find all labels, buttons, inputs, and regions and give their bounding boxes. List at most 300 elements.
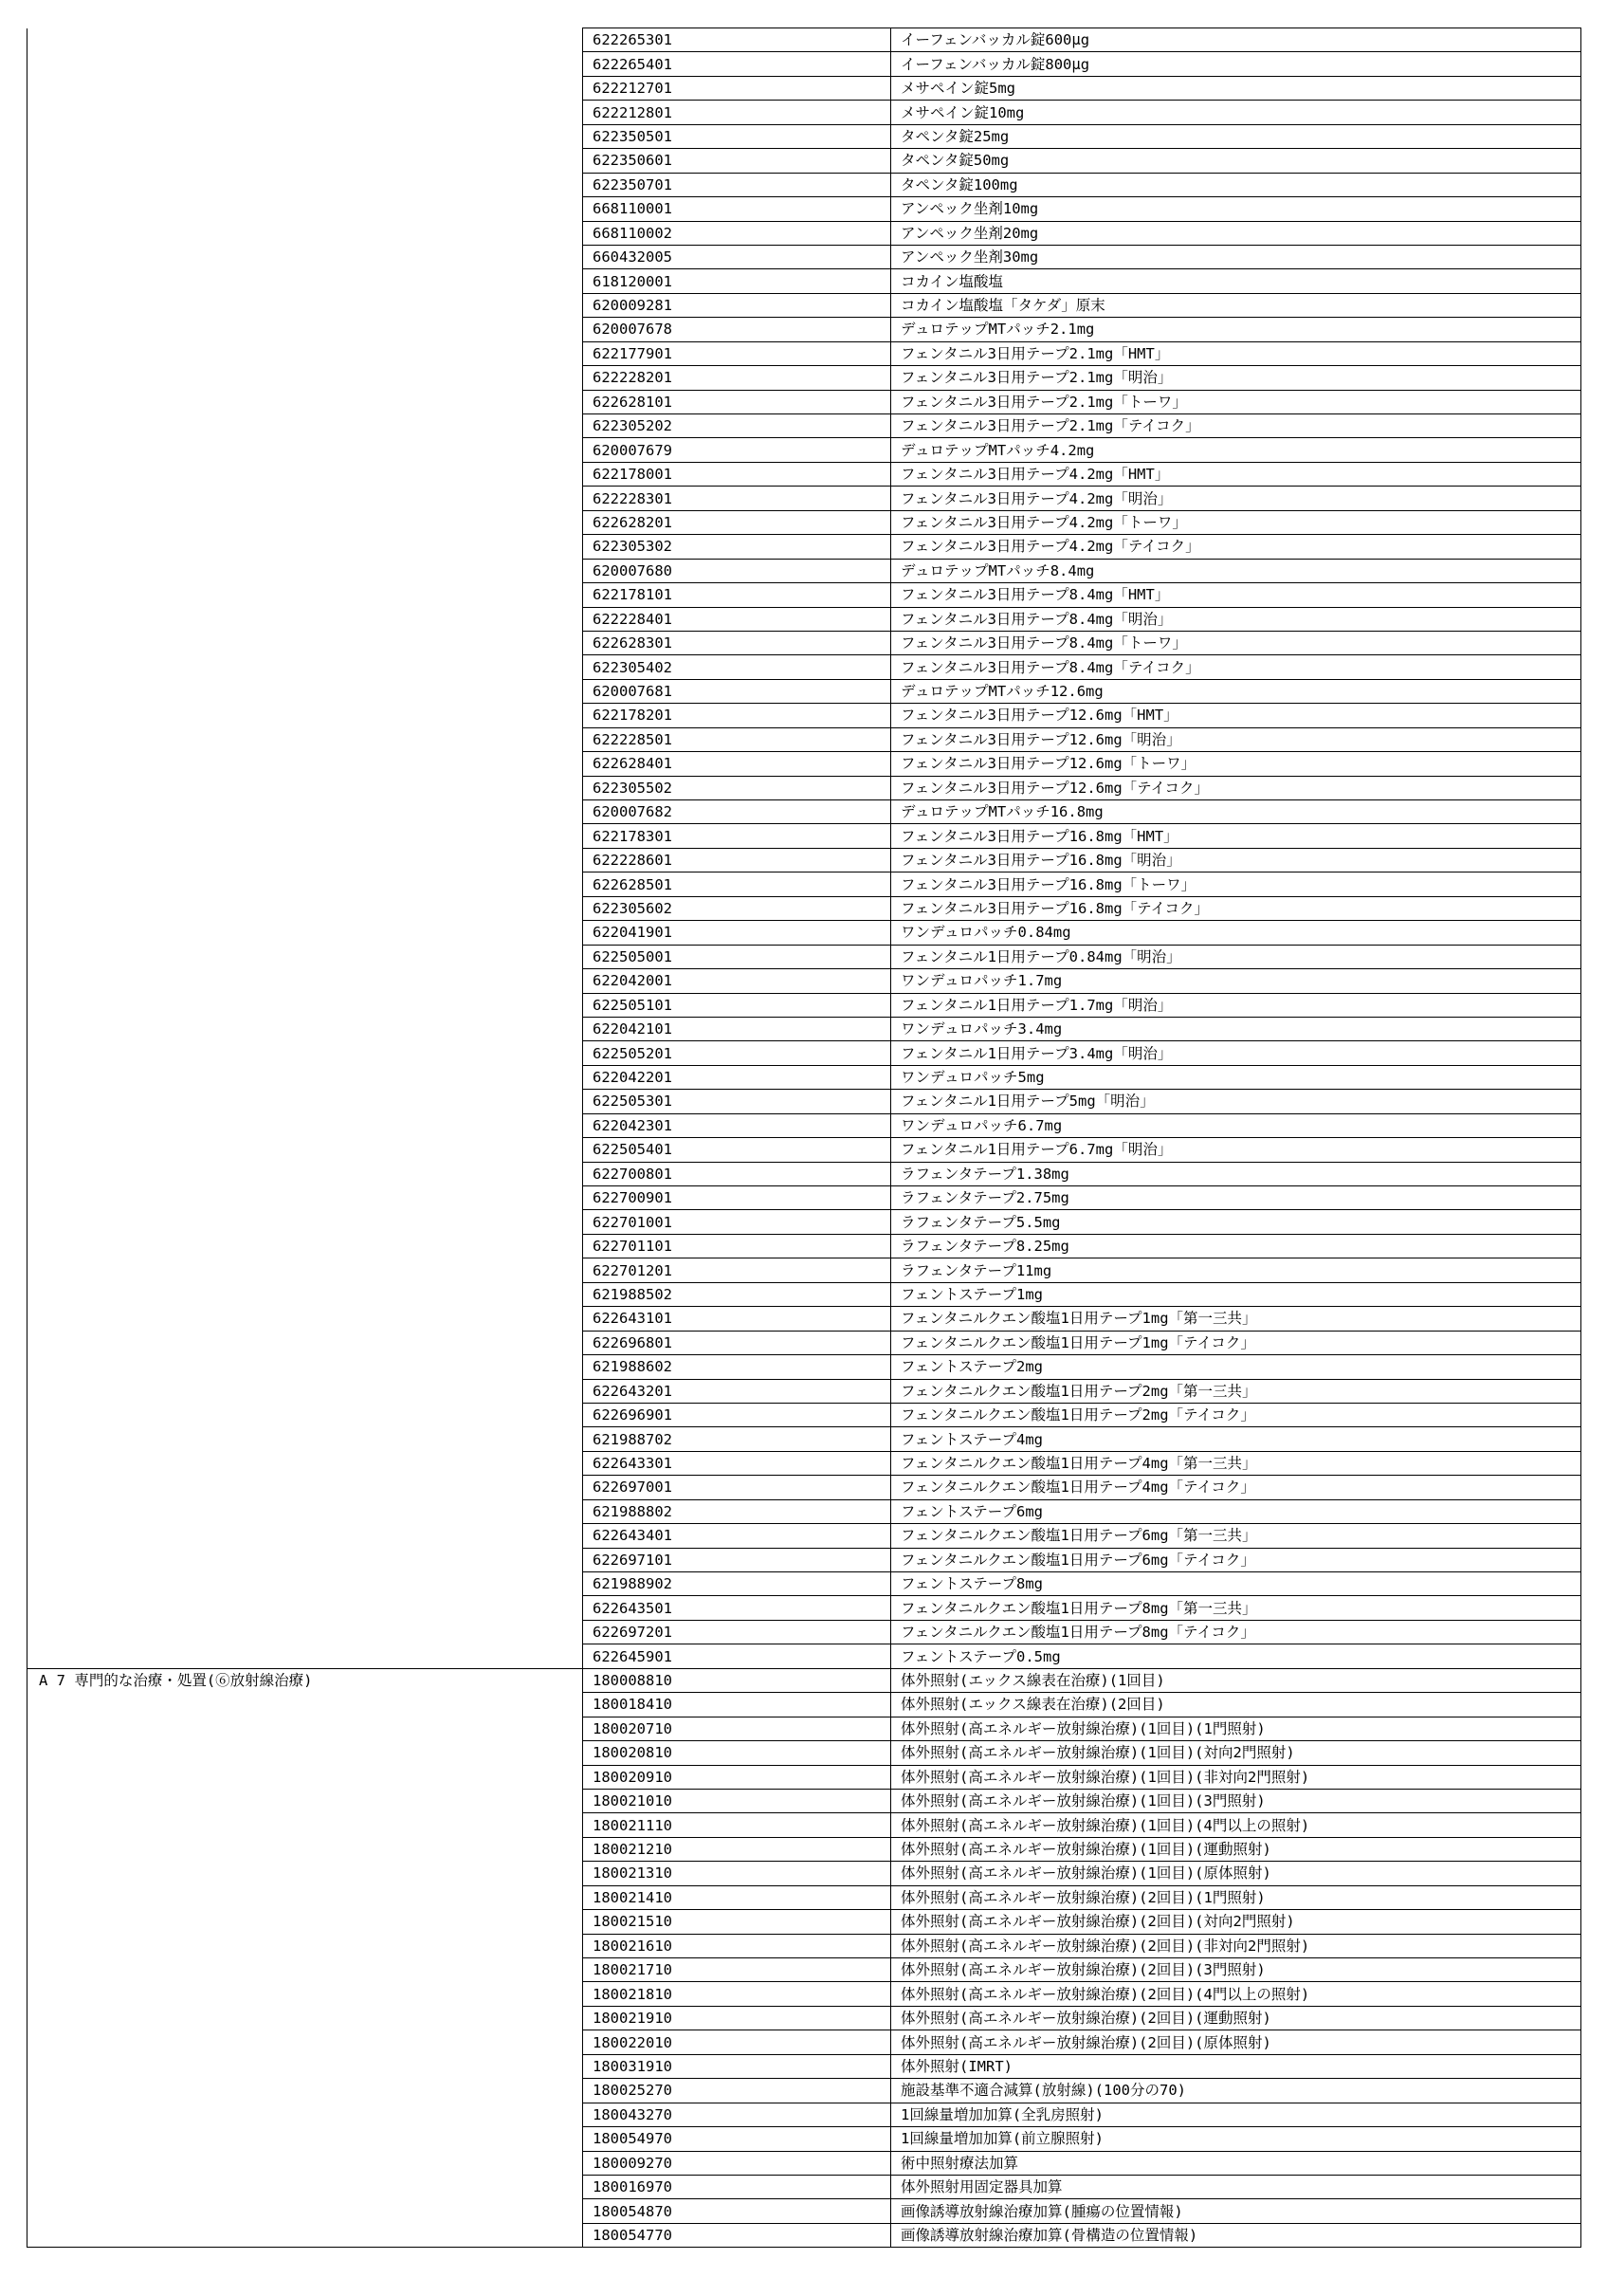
- code-cell: 621988902: [583, 1572, 891, 1596]
- name-cell: フェンタニル3日用テープ12.6mg「HMT」: [891, 704, 1581, 727]
- table-row: [27, 752, 1581, 776]
- category-cell: [27, 245, 583, 268]
- table-row: [27, 318, 1581, 341]
- code-cell: 180025270: [583, 2079, 891, 2103]
- table-row: [27, 1138, 1581, 1162]
- code-cell: 180021010: [583, 1789, 891, 1812]
- category-cell: [27, 1138, 583, 1162]
- table-row: [27, 2030, 1581, 2054]
- code-cell: 180021710: [583, 1958, 891, 1982]
- table-row: [27, 1982, 1581, 2006]
- code-cell: 622350601: [583, 149, 891, 173]
- table-row: [27, 1282, 1581, 1306]
- name-cell: フェンタニル3日用テープ8.4mg「明治」: [891, 607, 1581, 631]
- name-cell: 体外照射(高エネルギー放射線治療)(2回目)(原体照射): [891, 2030, 1581, 2054]
- category-cell: [27, 896, 583, 920]
- code-cell: 622305502: [583, 776, 891, 799]
- table-row: [27, 76, 1581, 100]
- name-cell: 体外照射用固定器具加算: [891, 2175, 1581, 2198]
- table-row: [27, 2199, 1581, 2223]
- table-row: [27, 848, 1581, 872]
- table-row: [27, 245, 1581, 268]
- code-cell: 180018410: [583, 1693, 891, 1717]
- category-cell: [27, 535, 583, 559]
- category-cell: [27, 1813, 583, 1837]
- table-row: [27, 1017, 1581, 1040]
- code-cell: 622041901: [583, 921, 891, 945]
- code-cell: 622265401: [583, 52, 891, 76]
- table-row: [27, 341, 1581, 365]
- code-cell: 622178001: [583, 462, 891, 486]
- name-cell: フェンタニル3日用テープ4.2mg「明治」: [891, 487, 1581, 510]
- name-cell: デュロテップMTパッチ16.8mg: [891, 800, 1581, 824]
- code-cell: 622628401: [583, 752, 891, 776]
- name-cell: フェンタニル3日用テープ4.2mg「テイコク」: [891, 535, 1581, 559]
- name-cell: フェンタニル3日用テープ12.6mg「明治」: [891, 727, 1581, 751]
- name-cell: フェンタニルクエン酸塩1日用テープ2mg「第一三共」: [891, 1379, 1581, 1403]
- name-cell: フェンタニル3日用テープ8.4mg「トーワ」: [891, 631, 1581, 654]
- name-cell: フェンタニル3日用テープ2.1mg「テイコク」: [891, 414, 1581, 438]
- code-cell: 622228601: [583, 848, 891, 872]
- category-cell: [27, 390, 583, 413]
- name-cell: フェンタニル3日用テープ16.8mg「HMT」: [891, 824, 1581, 848]
- category-cell: [27, 921, 583, 945]
- code-cell: 622212801: [583, 101, 891, 124]
- code-cell: 621988602: [583, 1355, 891, 1379]
- table-row: [27, 993, 1581, 1017]
- table-row: [27, 1910, 1581, 1934]
- category-cell: [27, 438, 583, 462]
- table-row: [27, 2175, 1581, 2198]
- category-cell: [27, 2030, 583, 2054]
- code-cell: 180008810: [583, 1668, 891, 1692]
- name-cell: タペンタ錠100mg: [891, 173, 1581, 196]
- name-cell: 体外照射(高エネルギー放射線治療)(1回目)(運動照射): [891, 1837, 1581, 1861]
- category-cell: [27, 76, 583, 100]
- category-cell: [27, 1234, 583, 1258]
- table-row: [27, 727, 1581, 751]
- code-cell: 622697101: [583, 1548, 891, 1571]
- category-cell: [27, 727, 583, 751]
- name-cell: フェンタニル1日用テープ1.7mg「明治」: [891, 993, 1581, 1017]
- category-cell: [27, 269, 583, 293]
- category-cell: [27, 1041, 583, 1065]
- category-cell: [27, 414, 583, 438]
- name-cell: フェントステープ4mg: [891, 1427, 1581, 1451]
- category-cell: [27, 631, 583, 654]
- category-cell: [27, 2175, 583, 2198]
- category-cell: A 7 専門的な治療・処置(⑥放射線治療): [27, 1668, 583, 1692]
- name-cell: フェンタニルクエン酸塩1日用テープ2mg「テイコク」: [891, 1403, 1581, 1426]
- table-row: [27, 487, 1581, 510]
- category-cell: [27, 149, 583, 173]
- code-cell: 180022010: [583, 2030, 891, 2054]
- name-cell: タペンタ錠50mg: [891, 149, 1581, 173]
- name-cell: メサペイン錠5mg: [891, 76, 1581, 100]
- table-row: [27, 414, 1581, 438]
- table-row: [27, 1041, 1581, 1065]
- table-row: [27, 679, 1581, 703]
- code-cell: 622643401: [583, 1524, 891, 1548]
- category-cell: [27, 1693, 583, 1717]
- name-cell: 体外照射(高エネルギー放射線治療)(1回目)(非対向2門照射): [891, 1765, 1581, 1789]
- category-cell: [27, 28, 583, 52]
- table-row: [27, 1331, 1581, 1354]
- code-cell: 668110002: [583, 221, 891, 245]
- category-cell: [27, 293, 583, 317]
- category-cell: [27, 1162, 583, 1185]
- name-cell: 体外照射(高エネルギー放射線治療)(1回目)(原体照射): [891, 1862, 1581, 1885]
- category-cell: [27, 1065, 583, 1089]
- name-cell: 体外照射(高エネルギー放射線治療)(1回目)(対向2門照射): [891, 1741, 1581, 1765]
- table-row: [27, 704, 1581, 727]
- code-cell: 622228501: [583, 727, 891, 751]
- table-row: [27, 1644, 1581, 1668]
- category-cell: [27, 607, 583, 631]
- category-cell: [27, 583, 583, 607]
- table-row: [27, 1789, 1581, 1812]
- category-cell: [27, 1476, 583, 1499]
- category-cell: [27, 2054, 583, 2078]
- category-cell: [27, 1307, 583, 1331]
- name-cell: 体外照射(高エネルギー放射線治療)(2回目)(1門照射): [891, 1885, 1581, 1909]
- name-cell: ラフェンタテープ5.5mg: [891, 1210, 1581, 1234]
- name-cell: 施設基準不適合減算(放射線)(100分の70): [891, 2079, 1581, 2103]
- table-row: [27, 2223, 1581, 2247]
- name-cell: フェンタニル3日用テープ8.4mg「HMT」: [891, 583, 1581, 607]
- category-cell: [27, 872, 583, 896]
- table-row: [27, 462, 1581, 486]
- code-cell: 622042301: [583, 1113, 891, 1137]
- code-cell: 180020710: [583, 1717, 891, 1740]
- code-cell: 180054870: [583, 2199, 891, 2223]
- code-cell: 622350501: [583, 124, 891, 148]
- code-cell: 180021910: [583, 2006, 891, 2030]
- category-cell: [27, 1282, 583, 1306]
- name-cell: ワンデュロパッチ6.7mg: [891, 1113, 1581, 1137]
- category-cell: [27, 366, 583, 390]
- name-cell: フェンタニル3日用テープ8.4mg「テイコク」: [891, 655, 1581, 679]
- name-cell: 1回線量増加加算(前立腺照射): [891, 2127, 1581, 2151]
- name-cell: アンペック坐剤30mg: [891, 245, 1581, 268]
- category-cell: [27, 487, 583, 510]
- category-cell: [27, 1451, 583, 1475]
- category-cell: [27, 1765, 583, 1789]
- table-row: [27, 1065, 1581, 1089]
- code-cell: 620007681: [583, 679, 891, 703]
- category-cell: [27, 1403, 583, 1426]
- table-row: [27, 293, 1581, 317]
- code-cell: 618120001: [583, 269, 891, 293]
- name-cell: 体外照射(高エネルギー放射線治療)(2回目)(運動照射): [891, 2006, 1581, 2030]
- code-cell: 622228301: [583, 487, 891, 510]
- category-cell: [27, 197, 583, 221]
- code-cell: 180043270: [583, 2103, 891, 2126]
- category-cell: [27, 2103, 583, 2126]
- name-cell: 体外照射(高エネルギー放射線治療)(2回目)(非対向2門照射): [891, 1934, 1581, 1957]
- code-cell: 622350701: [583, 173, 891, 196]
- category-cell: [27, 1644, 583, 1668]
- table-row: [27, 510, 1581, 534]
- code-cell: 180031910: [583, 2054, 891, 2078]
- table-row: [27, 124, 1581, 148]
- table-row: [27, 945, 1581, 968]
- category-cell: [27, 800, 583, 824]
- category-cell: [27, 52, 583, 76]
- table-row: [27, 1307, 1581, 1331]
- name-cell: 体外照射(高エネルギー放射線治療)(1回目)(4門以上の照射): [891, 1813, 1581, 1837]
- table-row: [27, 1355, 1581, 1379]
- name-cell: フェンタニルクエン酸塩1日用テープ6mg「テイコク」: [891, 1548, 1581, 1571]
- name-cell: タペンタ錠25mg: [891, 124, 1581, 148]
- code-cell: 622628201: [583, 510, 891, 534]
- name-cell: フェンタニルクエン酸塩1日用テープ1mg「第一三共」: [891, 1307, 1581, 1331]
- code-cell: 622700901: [583, 1186, 891, 1210]
- code-cell: 622505201: [583, 1041, 891, 1065]
- code-cell: 622505401: [583, 1138, 891, 1162]
- table-row: [27, 269, 1581, 293]
- code-cell: 622700801: [583, 1162, 891, 1185]
- name-cell: アンペック坐剤10mg: [891, 197, 1581, 221]
- name-cell: フェンタニルクエン酸塩1日用テープ6mg「第一三共」: [891, 1524, 1581, 1548]
- name-cell: 体外照射(高エネルギー放射線治療)(1回目)(1門照射): [891, 1717, 1581, 1740]
- category-cell: [27, 2127, 583, 2151]
- table-row: [27, 1258, 1581, 1282]
- name-cell: イーフェンバッカル錠600μg: [891, 28, 1581, 52]
- name-cell: ワンデュロパッチ0.84mg: [891, 921, 1581, 945]
- name-cell: フェンタニル3日用テープ16.8mg「トーワ」: [891, 872, 1581, 896]
- table-row: [27, 197, 1581, 221]
- category-cell: [27, 1499, 583, 1523]
- code-cell: 620007679: [583, 438, 891, 462]
- name-cell: フェンタニル1日用テープ3.4mg「明治」: [891, 1041, 1581, 1065]
- name-cell: 体外照射(高エネルギー放射線治療)(2回目)(対向2門照射): [891, 1910, 1581, 1934]
- category-cell: [27, 124, 583, 148]
- category-cell: [27, 1548, 583, 1571]
- table-row: [27, 28, 1581, 52]
- code-cell: 622305202: [583, 414, 891, 438]
- table-row: [27, 776, 1581, 799]
- code-cell: 622696801: [583, 1331, 891, 1354]
- table-row: [27, 2054, 1581, 2078]
- code-cell: 180020810: [583, 1741, 891, 1765]
- name-cell: フェンタニルクエン酸塩1日用テープ8mg「テイコク」: [891, 1620, 1581, 1644]
- code-cell: 620007680: [583, 559, 891, 582]
- table-row: [27, 173, 1581, 196]
- name-cell: フェンタニル3日用テープ4.2mg「HMT」: [891, 462, 1581, 486]
- table-row: [27, 2127, 1581, 2151]
- code-cell: 180009270: [583, 2151, 891, 2175]
- table-row: [27, 1186, 1581, 1210]
- name-cell: 体外照射(高エネルギー放射線治療)(2回目)(3門照射): [891, 1958, 1581, 1982]
- name-cell: イーフェンバッカル錠800μg: [891, 52, 1581, 76]
- code-cell: 622645901: [583, 1644, 891, 1668]
- code-cell: 622696901: [583, 1403, 891, 1426]
- category-cell: [27, 1113, 583, 1137]
- code-cell: 180021310: [583, 1862, 891, 1885]
- category-cell: [27, 2151, 583, 2175]
- name-cell: フェンタニルクエン酸塩1日用テープ1mg「テイコク」: [891, 1331, 1581, 1354]
- name-cell: ラフェンタテープ1.38mg: [891, 1162, 1581, 1185]
- table-row: [27, 1548, 1581, 1571]
- code-cell: 622701101: [583, 1234, 891, 1258]
- name-cell: フェントステープ1mg: [891, 1282, 1581, 1306]
- category-cell: [27, 945, 583, 968]
- table-row: [27, 1234, 1581, 1258]
- category-cell: [27, 1355, 583, 1379]
- category-cell: [27, 1910, 583, 1934]
- code-cell: 622628101: [583, 390, 891, 413]
- code-cell: 622701201: [583, 1258, 891, 1282]
- category-cell: [27, 2079, 583, 2103]
- code-cell: 622305402: [583, 655, 891, 679]
- category-cell: [27, 173, 583, 196]
- name-cell: フェンタニル3日用テープ16.8mg「テイコク」: [891, 896, 1581, 920]
- name-cell: フェンタニル3日用テープ16.8mg「明治」: [891, 848, 1581, 872]
- code-cell: 622701001: [583, 1210, 891, 1234]
- name-cell: フェンタニルクエン酸塩1日用テープ8mg「第一三共」: [891, 1596, 1581, 1620]
- name-cell: デュロテップMTパッチ4.2mg: [891, 438, 1581, 462]
- category-cell: [27, 101, 583, 124]
- table-row: [27, 631, 1581, 654]
- category-cell: [27, 704, 583, 727]
- category-cell: [27, 1620, 583, 1644]
- name-cell: フェンタニル3日用テープ2.1mg「トーワ」: [891, 390, 1581, 413]
- table-row: [27, 535, 1581, 559]
- table-row: [27, 1837, 1581, 1861]
- category-cell: [27, 1572, 583, 1596]
- code-cell: 622265301: [583, 28, 891, 52]
- category-cell: [27, 1524, 583, 1548]
- code-cell: 180020910: [583, 1765, 891, 1789]
- table-row: [27, 1210, 1581, 1234]
- category-cell: [27, 1258, 583, 1282]
- category-cell: [27, 1717, 583, 1740]
- category-cell: [27, 752, 583, 776]
- category-cell: [27, 341, 583, 365]
- code-cell: 621988702: [583, 1427, 891, 1451]
- category-cell: [27, 1210, 583, 1234]
- name-cell: フェントステープ8mg: [891, 1572, 1581, 1596]
- code-cell: 622042001: [583, 969, 891, 993]
- code-cell: 622212701: [583, 76, 891, 100]
- category-cell: [27, 2199, 583, 2223]
- table-row: [27, 149, 1581, 173]
- code-cell: 622628301: [583, 631, 891, 654]
- code-cell: 622305302: [583, 535, 891, 559]
- category-cell: [27, 993, 583, 1017]
- code-cell: 180021810: [583, 1982, 891, 2006]
- code-cell: 180054770: [583, 2223, 891, 2247]
- code-cell: 622228401: [583, 607, 891, 631]
- table-row: [27, 1958, 1581, 1982]
- name-cell: 1回線量増加加算(全乳房照射): [891, 2103, 1581, 2126]
- code-cell: 622643301: [583, 1451, 891, 1475]
- table-row: [27, 1765, 1581, 1789]
- category-cell: [27, 1741, 583, 1765]
- code-table: [27, 28, 1581, 2248]
- name-cell: デュロテップMTパッチ8.4mg: [891, 559, 1581, 582]
- category-cell: [27, 776, 583, 799]
- code-cell: 621988802: [583, 1499, 891, 1523]
- category-cell: [27, 1885, 583, 1909]
- category-cell: [27, 848, 583, 872]
- table-row: [27, 583, 1581, 607]
- code-cell: 180021410: [583, 1885, 891, 1909]
- category-cell: [27, 559, 583, 582]
- table-row: [27, 2006, 1581, 2030]
- code-cell: 622178301: [583, 824, 891, 848]
- name-cell: メサペイン錠10mg: [891, 101, 1581, 124]
- name-cell: ワンデュロパッチ5mg: [891, 1065, 1581, 1089]
- table-row: [27, 1668, 1581, 1692]
- name-cell: フェンタニル1日用テープ6.7mg「明治」: [891, 1138, 1581, 1162]
- category-cell: [27, 2223, 583, 2247]
- code-table-body: [27, 28, 1581, 2248]
- table-row: [27, 438, 1581, 462]
- name-cell: アンペック坐剤20mg: [891, 221, 1581, 245]
- name-cell: ラフェンタテープ8.25mg: [891, 1234, 1581, 1258]
- code-cell: 620009281: [583, 293, 891, 317]
- table-row: [27, 824, 1581, 848]
- name-cell: 術中照射療法加算: [891, 2151, 1581, 2175]
- name-cell: デュロテップMTパッチ2.1mg: [891, 318, 1581, 341]
- category-cell: [27, 1379, 583, 1403]
- code-cell: 622505001: [583, 945, 891, 968]
- table-row: [27, 559, 1581, 582]
- code-cell: 180016970: [583, 2175, 891, 2198]
- category-cell: [27, 824, 583, 848]
- code-cell: 180021510: [583, 1910, 891, 1934]
- table-row: [27, 1090, 1581, 1113]
- category-cell: [27, 1958, 583, 1982]
- table-row: [27, 1403, 1581, 1426]
- table-row: [27, 101, 1581, 124]
- category-cell: [27, 510, 583, 534]
- table-row: [27, 221, 1581, 245]
- category-cell: [27, 1090, 583, 1113]
- table-row: [27, 1596, 1581, 1620]
- table-row: [27, 1717, 1581, 1740]
- code-cell: 180021210: [583, 1837, 891, 1861]
- category-cell: [27, 1186, 583, 1210]
- name-cell: フェンタニル1日用テープ5mg「明治」: [891, 1090, 1581, 1113]
- category-cell: [27, 1837, 583, 1861]
- code-cell: 621988502: [583, 1282, 891, 1306]
- category-cell: [27, 221, 583, 245]
- table-row: [27, 1885, 1581, 1909]
- category-cell: [27, 679, 583, 703]
- table-row: [27, 1693, 1581, 1717]
- table-row: [27, 921, 1581, 945]
- table-row: [27, 872, 1581, 896]
- name-cell: ラフェンタテープ2.75mg: [891, 1186, 1581, 1210]
- code-cell: 622042201: [583, 1065, 891, 1089]
- name-cell: フェンタニルクエン酸塩1日用テープ4mg「テイコク」: [891, 1476, 1581, 1499]
- name-cell: フェンタニル3日用テープ12.6mg「テイコク」: [891, 776, 1581, 799]
- code-cell: 622042101: [583, 1017, 891, 1040]
- table-row: [27, 1379, 1581, 1403]
- code-cell: 622643501: [583, 1596, 891, 1620]
- table-row: [27, 1113, 1581, 1137]
- name-cell: デュロテップMTパッチ12.6mg: [891, 679, 1581, 703]
- table-row: [27, 896, 1581, 920]
- code-cell: 620007678: [583, 318, 891, 341]
- name-cell: 体外照射(IMRT): [891, 2054, 1581, 2078]
- table-row: [27, 1162, 1581, 1185]
- table-row: [27, 366, 1581, 390]
- name-cell: コカイン塩酸塩: [891, 269, 1581, 293]
